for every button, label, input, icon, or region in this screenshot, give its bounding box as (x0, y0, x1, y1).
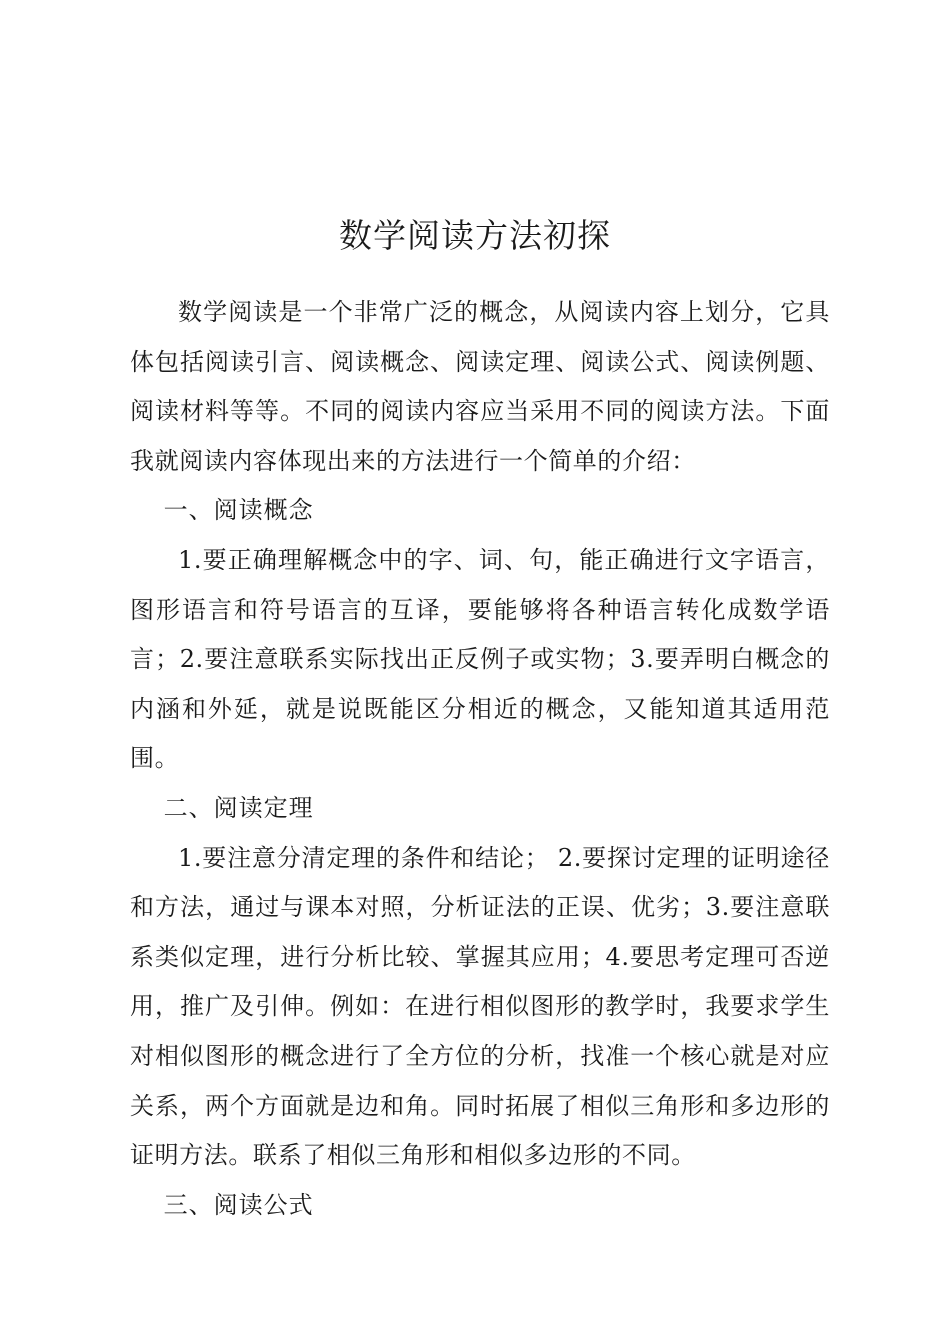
document-body (130, 288, 830, 1230)
section-text-concepts: 1.要正确理解概念中的字、词、句，能正确进行文字语言，图形语言和符号语言的互译，要能够将各种语言转化成数学语言；2.要注意联系实际找出正反例子或实物；3.要弄明白概念的内涵和外延，就是说既能区分相近的概念，又能知道其适用范围。 (130, 545, 830, 773)
document-title: 数学阅读方法初探 (339, 216, 611, 255)
intro-paragraph: 数学阅读是一个非常广泛的概念，从阅读内容上划分，它具体包括阅读引言、阅读概念、阅读定理、阅读公式、阅读例题、阅读材料等等。不同的阅读内容应当采用不同的阅读方法。下面我就阅读内容体现出来的方法进行一个简单的介绍： (130, 298, 830, 475)
section-text-theorems: 1.要注意分清定理的条件和结论； 2.要探讨定理的证明途径和方法，通过与课本对照，分析证法的正误、优劣；3.要注意联系类似定理，进行分析比较、掌握其应用；4.要思考定理可否逆用，推广及引伸。例如：在进行相似图形的教学时，我要求学生对相似图形的概念进行了全方位的分析，找准一个核心就是对应关系，两个方面就是边和角。同时拓展了相似三角形和多边形的证明方法。联系了相似三角形和相似多边形的不同。 (130, 843, 830, 1170)
section-heading-concepts: 一、阅读概念 (163, 496, 314, 525)
section-heading-formulas: 三、阅读公式 (163, 1190, 314, 1219)
section-heading-theorems: 二、阅读定理 (163, 793, 314, 822)
